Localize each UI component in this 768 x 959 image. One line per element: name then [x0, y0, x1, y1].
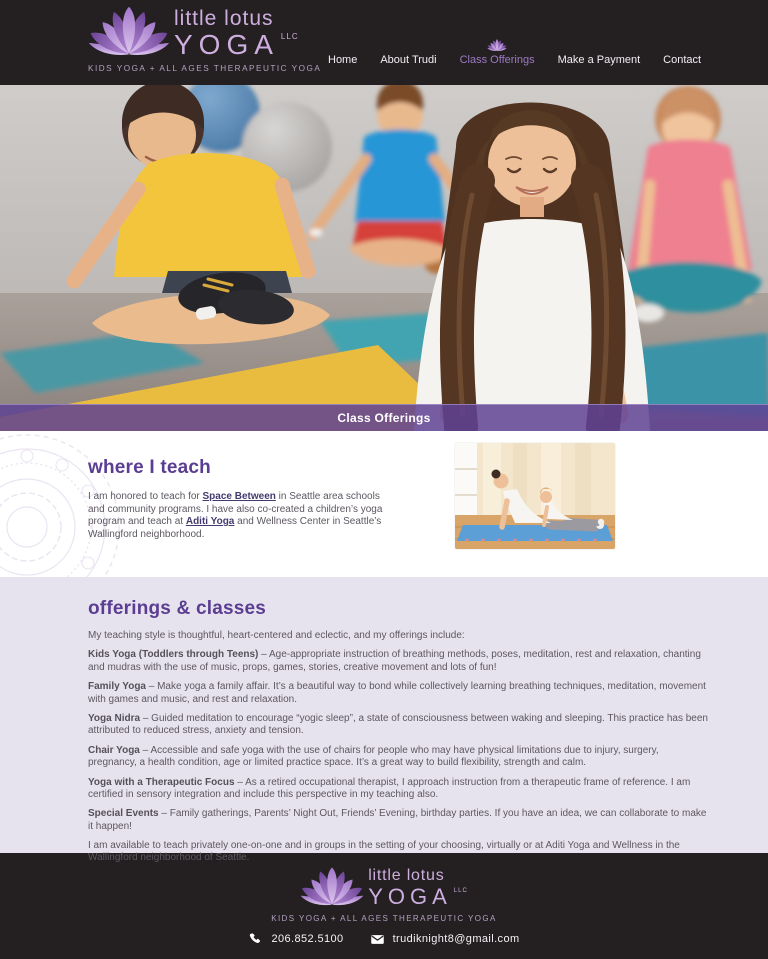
offering-text: – Guided meditation to encourage “yogic sleep”, a state of consciousness between waking and sleeping. This practice has been attributed to reduced stress, anxiety and tension.: [88, 712, 708, 737]
brand-logo[interactable]: [88, 6, 322, 73]
main-nav: [328, 54, 701, 66]
lotus-flower-icon: [88, 6, 170, 60]
offering-item-family-yoga: [88, 681, 708, 706]
nav-item-make-a-payment[interactable]: [558, 54, 641, 66]
offering-title: Special Events: [88, 808, 159, 820]
nav-item-home[interactable]: [328, 54, 357, 66]
offering-item-chair-yoga: [88, 745, 708, 770]
where-link-space-between[interactable]: Space Between: [202, 491, 276, 502]
offering-title: Kids Yoga (Toddlers through Teens): [88, 649, 259, 661]
footer-tagline: KIDS YOGA + ALL AGES THERAPEUTIC YOGA: [271, 913, 497, 923]
section-where-i-teach: [0, 431, 768, 577]
nav-item-about-trudi[interactable]: [380, 54, 436, 66]
where-text: in Seattle area schools and community programs. I have also co-created a children’s yoga program and teach at: [88, 491, 383, 528]
offering-text: – Age-appropriate instruction of breathing methods, poses, meditation, rest and relaxation, chanting and mudras with the use of music, props, games, stories, creative movement and lots of fun!: [88, 649, 701, 673]
lotus-flower-icon: [300, 867, 364, 909]
nav-item-contact[interactable]: [663, 54, 701, 66]
offering-item-special-events: [88, 808, 708, 833]
nav-item-label: Contact: [663, 54, 702, 66]
brand-llc: LLC: [280, 31, 299, 41]
envelope-icon: [370, 932, 384, 946]
where-link-aditi-yoga[interactable]: Aditi Yoga: [185, 516, 235, 528]
brand-name-line1: little lotus: [174, 6, 274, 30]
footer-brand-llc: LLC: [453, 887, 468, 894]
where-text: I am honored to teach for: [88, 491, 203, 502]
page-title-banner: [0, 404, 768, 431]
offering-item-yoga-nidra: [88, 713, 708, 738]
email-link[interactable]: trudiknight8@gmail.com: [392, 932, 520, 945]
where-text: and Wellness Center in Seattle’s Wallingford neighborhood.: [88, 516, 382, 540]
footer-brand-line1: little lotus: [368, 866, 445, 884]
phone-icon: [248, 932, 262, 946]
section-offerings: [0, 577, 768, 864]
nav-item-label: About Trudi: [380, 54, 437, 66]
page-title: Class Offerings: [337, 411, 431, 425]
offering-item-kids-yoga-toddlers-through-teens: [88, 649, 708, 674]
offering-title: Family Yoga: [88, 681, 146, 693]
footer-brand-logo[interactable]: [300, 867, 468, 909]
hero-illustration: [0, 85, 768, 431]
nav-item-label: Class Offerings: [459, 54, 535, 66]
offering-item-yoga-with-a-therapeutic-focus: [88, 777, 708, 802]
site-footer: [0, 853, 768, 959]
where-photo: [455, 443, 615, 549]
nav-item-class-offerings[interactable]: [460, 54, 535, 66]
where-paragraph: [88, 491, 398, 541]
where-heading: where I teach: [88, 457, 211, 478]
brand-name-line2: YOGA: [174, 28, 279, 60]
nav-item-label: Make a Payment: [557, 54, 641, 66]
offering-title: Chair Yoga: [88, 744, 140, 756]
brand-tagline: KIDS YOGA + ALL AGES THERAPEUTIC YOGA: [88, 64, 322, 73]
offering-text: – Family gatherings, Parents’ Night Out, Friends’ Evening, birthday parties. If you have an idea, we can collaborate to make it happen!: [88, 808, 707, 832]
lotus-flower-icon: [487, 39, 507, 52]
phone-link[interactable]: 206.852.5100: [271, 932, 344, 945]
nav-item-label: Home: [328, 54, 358, 66]
offering-title: Yoga Nidra: [88, 712, 141, 724]
offering-text: – Accessible and safe yoga with the use of chairs for people who may have physical limitations due to injury, surgery, pregnancy, a health condition, age or limited practice space. It’s a great way to build flexibility, strength and calm.: [88, 744, 659, 769]
hero-image: [0, 85, 768, 431]
offering-text: – As a retired occupational therapist, I approach instruction from a therapeutic frame of reference. I am certified in sensory integration and include this perspective in my teaching also.: [88, 776, 691, 800]
offering-title: Yoga with a Therapeutic Focus: [88, 776, 235, 788]
site-header: [0, 0, 768, 85]
offering-text: – Make yoga a family affair. It’s a beautiful way to bond while collectively learning breathing techniques, meditation, movement with games and music, and rest and relaxation.: [88, 681, 706, 705]
footer-brand-line2: YOGA: [368, 883, 452, 909]
offerings-closing: I am available to teach privately one-on-one and in groups in the setting of your choosing, virtually or at Aditi Yoga and Wellness in the Wallingford neighborhood of Seattle.: [88, 840, 680, 864]
offerings-list: [88, 649, 708, 833]
offerings-heading: offerings & classes: [88, 598, 267, 619]
offerings-intro: My teaching style is thoughtful, heart-centered and eclectic, and my offerings include:: [88, 630, 465, 641]
